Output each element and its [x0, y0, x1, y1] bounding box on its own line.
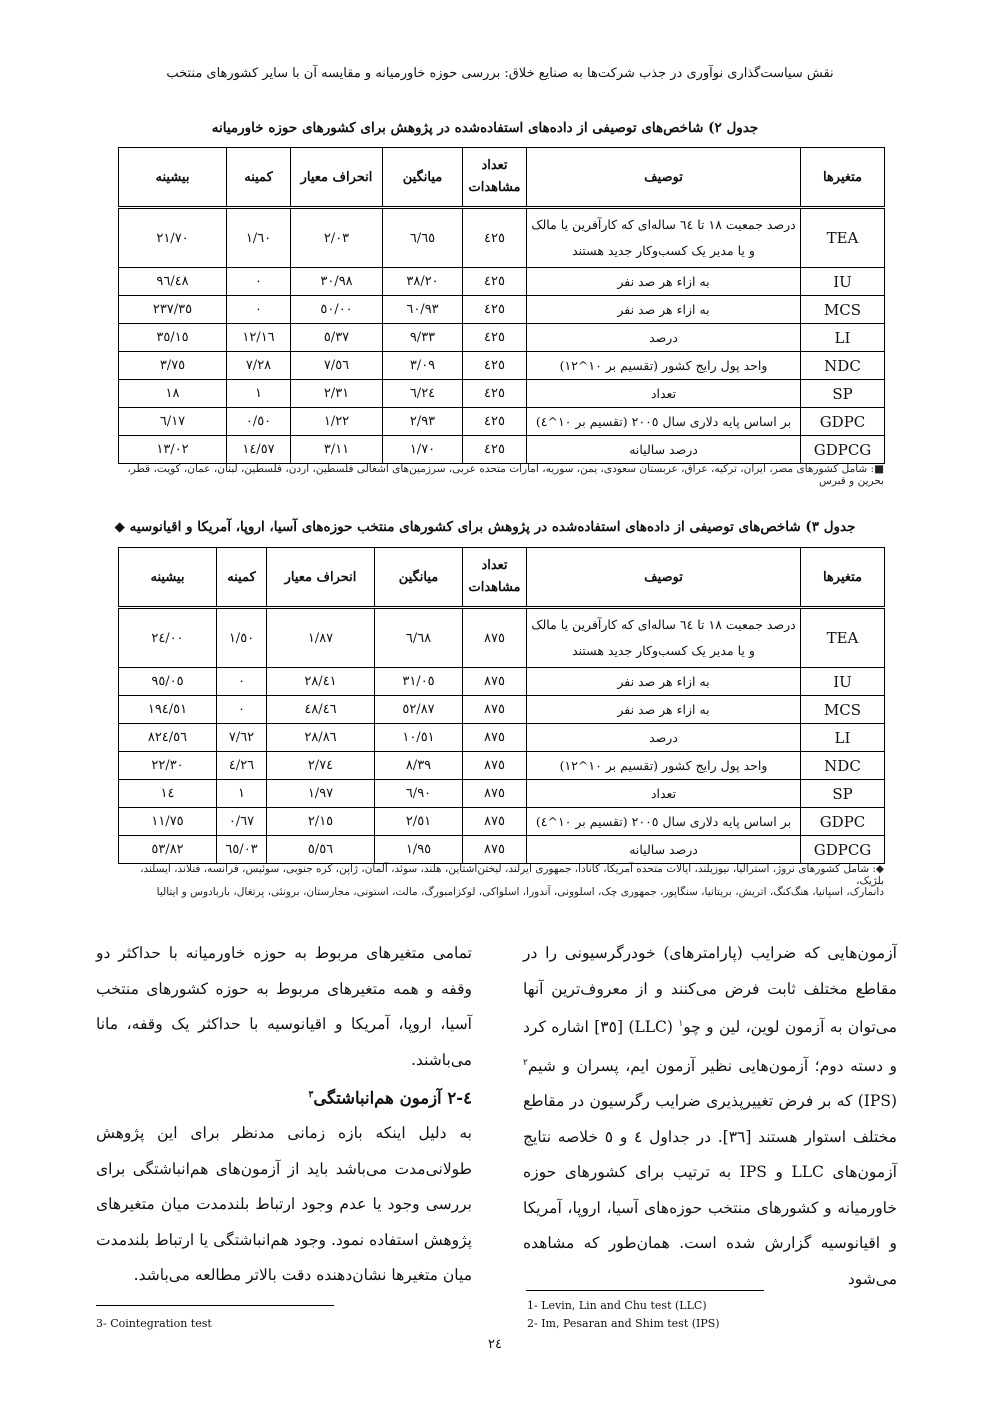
cell-min: ٠: [217, 668, 267, 696]
cell-desc: بر اساس پایه دلاری سال ٢٠٠٥ (تقسیم بر ١٠^٤): [527, 808, 801, 836]
cell-sd: ٣/١١: [291, 436, 383, 464]
col-header-min: کمینه: [217, 548, 267, 608]
table-row: [119, 408, 885, 436]
cell-max: ٣/٧٥: [119, 352, 227, 380]
col-header-observations: تعداد مشاهدات: [463, 548, 527, 608]
col-header-description: توصیف: [527, 148, 801, 208]
col-header-mean: میانگین: [375, 548, 463, 608]
paragraph: تمامی متغیرهای مربوط به حوزه خاورمیانه با حداکثر دو وقفه و همه متغیرهای مربوط به حوزه کشورهای منتخب آسیا، اروپا، آمریکا و اقیانوسیه با حداکثر یک وقفه، مانا می‌باشند.: [96, 944, 472, 1069]
table-row: [119, 752, 885, 780]
cell-obs: ٨٧٥: [463, 696, 527, 724]
cell-obs: ٨٧٥: [463, 724, 527, 752]
table-row: [119, 696, 885, 724]
left-column-text: [96, 936, 472, 1294]
table-row: [119, 324, 885, 352]
cell-var: GDPC: [801, 808, 885, 836]
cell-obs: ٤٢٥: [463, 352, 527, 380]
col-header-min: کمینه: [227, 148, 291, 208]
cell-mean: ٦/٦٥: [383, 208, 463, 268]
cell-sd: ٢/٠٣: [291, 208, 383, 268]
cell-desc: درصد سالیانه: [527, 436, 801, 464]
cell-desc: درصد سالیانه: [527, 836, 801, 864]
cell-mean: ١/٧٠: [383, 436, 463, 464]
cell-var: SP: [801, 780, 885, 808]
paragraph-part: آزمون‌هایی که ضرایب (پارامترهای) خودرگرسیونی را در مقاطع مختلف ثابت فرض می‌کنند و از معروف‌ترین آنها می‌توان به آزمون لوین، لین و چو: [523, 944, 898, 1037]
cell-max: ١٤: [119, 780, 217, 808]
cell-min: ١٤/٥٧: [227, 436, 291, 464]
cell-min: ١: [217, 780, 267, 808]
cell-min: ٧/٦٢: [217, 724, 267, 752]
cell-max: ٣٥/١٥: [119, 324, 227, 352]
table-row: [119, 380, 885, 408]
col-header-mean: میانگین: [383, 148, 463, 208]
table3-caption: جدول ۳) شاخص‌های توصیفی از داده‌های استفاده‌شده در پژوهش برای کشورهای منتخب حوزه‌های آسیا، اروپا، آمریکا و اقیانوسیه ◆: [114, 519, 856, 535]
cell-desc: درصد جمعیت ۱۸ تا ٦٤ ساله‌ای که کارآفرین یا مالک و یا مدیر یک کسب‌وکار جدید هستند: [527, 608, 801, 668]
table-row: [119, 724, 885, 752]
cell-var: MCS: [801, 696, 885, 724]
cell-min: ٠/٦٧: [217, 808, 267, 836]
col-header-max: بیشینه: [119, 548, 217, 608]
cell-var: LI: [801, 724, 885, 752]
cell-min: ٦٥/٠٣: [217, 836, 267, 864]
cell-min: ١/٦٠: [227, 208, 291, 268]
cell-max: ٢٣٧/٣٥: [119, 296, 227, 324]
cell-obs: ٤٢٥: [463, 268, 527, 296]
cell-mean: ٣١/٠٥: [375, 668, 463, 696]
footnote-rule-left: [96, 1305, 334, 1306]
cell-desc: تعداد: [527, 380, 801, 408]
table-row: [119, 352, 885, 380]
footnote-2: 2- Im, Pesaran and Shim test (IPS): [527, 1317, 720, 1330]
cell-mean: ١/٩٥: [375, 836, 463, 864]
cell-sd: ٣٠/٩٨: [291, 268, 383, 296]
cell-sd: ٥/٥٦: [267, 836, 375, 864]
cell-var: GDPCG: [801, 836, 885, 864]
cell-mean: ٣/٠٩: [383, 352, 463, 380]
cell-min: ١/٥٠: [217, 608, 267, 668]
cell-max: ١١/٧٥: [119, 808, 217, 836]
cell-mean: ١٠/٥١: [375, 724, 463, 752]
cell-obs: ٨٧٥: [463, 780, 527, 808]
cell-var: TEA: [801, 608, 885, 668]
footnote-1: 1- Levin, Lin and Chu test (LLC): [527, 1299, 707, 1312]
cell-var: GDPC: [801, 408, 885, 436]
cell-sd: ٢٨/٤١: [267, 668, 375, 696]
table3: [118, 547, 885, 864]
col-header-variables: متغیرها: [801, 148, 885, 208]
cell-max: ٢٤/٠٠: [119, 608, 217, 668]
cell-max: ١٣/٠٢: [119, 436, 227, 464]
table2: [118, 147, 885, 464]
cell-max: ٩٥/٠٥: [119, 668, 217, 696]
cell-sd: ١/٢٢: [291, 408, 383, 436]
cell-desc: تعداد: [527, 780, 801, 808]
cell-obs: ٤٢٥: [463, 408, 527, 436]
table-row: [119, 780, 885, 808]
cell-min: ٠: [227, 268, 291, 296]
cell-max: ٢٢/٣٠: [119, 752, 217, 780]
cell-desc: به ازاء هر صد نفر: [527, 696, 801, 724]
paragraph-part: (LLC) [٣٥] اشاره کرد و دسته دوم؛ آزمون‌هایی نظیر آزمون ایم، پسران و شیم: [523, 1018, 897, 1075]
cell-min: ٠: [217, 696, 267, 724]
cell-obs: ٤٢٥: [463, 380, 527, 408]
cell-obs: ٤٢٥: [463, 296, 527, 324]
cell-mean: ٥٢/٨٧: [375, 696, 463, 724]
cell-mean: ٦٠/٩٣: [383, 296, 463, 324]
cell-desc: درصد جمعیت ۱۸ تا ٦٤ ساله‌ای که کارآفرین یا مالک و یا مدیر یک کسب‌وکار جدید هستند: [527, 208, 801, 268]
cell-obs: ٤٢٥: [463, 324, 527, 352]
cell-max: ٦/١٧: [119, 408, 227, 436]
table-row: [119, 836, 885, 864]
cell-sd: ٥/٣٧: [291, 324, 383, 352]
cell-mean: ٢/٥١: [375, 808, 463, 836]
cell-obs: ٤٢٥: [463, 436, 527, 464]
footnote-3: 3- Cointegration test: [96, 1317, 212, 1330]
cell-max: ٢١/٧٠: [119, 208, 227, 268]
cell-desc: بر اساس پایه دلاری سال ٢٠٠٥ (تقسیم بر ١٠^٤): [527, 408, 801, 436]
footnote-ref-3[interactable]: ٣: [308, 1090, 314, 1100]
section-heading-text: ٤-٢ آزمون هم‌انباشتگی: [313, 1088, 472, 1108]
cell-max: ٨٢٤/٥٦: [119, 724, 217, 752]
cell-mean: ٦/٩٠: [375, 780, 463, 808]
table-row: [119, 296, 885, 324]
cell-desc: واحد پول رایج کشور (تقسیم بر ١٠^١٢): [527, 352, 801, 380]
right-column-text: [523, 936, 897, 1297]
running-head: نقش سیاست‌گذاری نوآوری در جذب شرکت‌ها به صنایع خلاق: بررسی حوزه خاورمیانه و مقایسه آن با سایر کشورهای منتخب: [166, 66, 834, 81]
cell-sd: ٥٠/٠٠: [291, 296, 383, 324]
cell-var: IU: [801, 668, 885, 696]
paragraph-part: (IPS) که بر فرض تغییرپذیری ضرایب رگرسیون در مقاطع مختلف استوار هستند [٣٦]. در جداول ٤ و ٥ خلاصه نتایج آزمون‌های LLC و IPS به ترتیب برای کشورهای حوزه خاورمیانه و کشورهای منتخب حوزه‌های آسیا، اروپا، آمریکا و اقیانوسیه گزارش شده است. همان‌طور که مشاهده می‌شود: [523, 1092, 897, 1288]
cell-var: NDC: [801, 352, 885, 380]
cell-mean: ٦/٢٤: [383, 380, 463, 408]
col-header-max: بیشینه: [119, 148, 227, 208]
cell-obs: ٨٧٥: [463, 668, 527, 696]
cell-min: ٤/٢٦: [217, 752, 267, 780]
cell-min: ١٢/١٦: [227, 324, 291, 352]
cell-mean: ٢/٩٣: [383, 408, 463, 436]
col-header-description: توصیف: [527, 548, 801, 608]
cell-min: ٠: [227, 296, 291, 324]
cell-var: MCS: [801, 296, 885, 324]
cell-min: ١: [227, 380, 291, 408]
cell-desc: به ازاء هر صد نفر: [527, 668, 801, 696]
cell-var: TEA: [801, 208, 885, 268]
cell-var: GDPCG: [801, 436, 885, 464]
table-row: [119, 608, 885, 668]
cell-sd: ٢/١٥: [267, 808, 375, 836]
cell-sd: ٤٨/٤٦: [267, 696, 375, 724]
cell-desc: واحد پول رایج کشور (تقسیم بر ١٠^١٢): [527, 752, 801, 780]
cell-obs: ٨٧٥: [463, 752, 527, 780]
cell-max: ١٨: [119, 380, 227, 408]
cell-var: LI: [801, 324, 885, 352]
cell-desc: درصد: [527, 724, 801, 752]
cell-var: NDC: [801, 752, 885, 780]
table-row: [119, 808, 885, 836]
footnote-ref-1[interactable]: ١: [678, 1019, 684, 1029]
cell-obs: ٤٢٥: [463, 208, 527, 268]
col-header-variables: متغیرها: [801, 548, 885, 608]
cell-obs: ٨٧٥: [463, 608, 527, 668]
table3-note-line2: دانمارک، اسپانیا، هنگ‌کنگ، اتریش، بریتانیا، سنگاپور، جمهوری چک، اسلوونی، آندورا، اسلواکی، لوکزامبورگ، مالت، استونی، مجارستان، برونئی، پرتغال، باربادوس و ایتالیا: [156, 886, 884, 898]
table-row: [119, 268, 885, 296]
cell-var: IU: [801, 268, 885, 296]
page-number: ٢٤: [488, 1337, 502, 1352]
cell-mean: ٩/٣٣: [383, 324, 463, 352]
col-header-sd: انحراف معیار: [267, 548, 375, 608]
cell-obs: ٨٧٥: [463, 836, 527, 864]
paragraph: به دلیل اینکه بازه زمانی مدنظر برای این پژوهش طولانی‌مدت می‌باشد باید از آزمون‌های هم‌انباشتگی برای بررسی وجود یا عدم وجود ارتباط بلندمدت میان متغیرهای پژوهش استفاده نمود. وجود هم‌انباشتگی یا ارتباط بلندمدت میان متغیرها نشان‌دهنده دقت بالاتر مطالعه می‌باشد.: [96, 1124, 472, 1284]
cell-desc: به ازاء هر صد نفر: [527, 296, 801, 324]
cell-sd: ٢٨/٨٦: [267, 724, 375, 752]
cell-var: SP: [801, 380, 885, 408]
cell-max: ٩٦/٤٨: [119, 268, 227, 296]
cell-desc: به ازاء هر صد نفر: [527, 268, 801, 296]
footnote-ref-2[interactable]: ٢: [523, 1057, 528, 1068]
cell-obs: ٨٧٥: [463, 808, 527, 836]
table-row: [119, 668, 885, 696]
cell-sd: ٢/٧٤: [267, 752, 375, 780]
col-header-sd: انحراف معیار: [291, 148, 383, 208]
footnote-rule-right: [526, 1290, 764, 1291]
cell-sd: ١/٨٧: [267, 608, 375, 668]
table3-note-line1: ◆: شامل کشورهای نروژ، استرالیا، نیوزیلند، ایالات متحده آمریکا، کانادا، جمهوری ایرلند، لیختن‌اشتاین، هلند، سوئد، آلمان، ژاپن، کره جنوبی، سوئیس، فرانسه، فنلاند، ایسلند، بلژیک،: [140, 863, 884, 887]
cell-max: ١٩٤/٥١: [119, 696, 217, 724]
cell-sd: ٧/٥٦: [291, 352, 383, 380]
cell-desc: درصد: [527, 324, 801, 352]
section-heading: [96, 1078, 472, 1116]
cell-min: ٧/٢٨: [227, 352, 291, 380]
cell-sd: ٢/٣١: [291, 380, 383, 408]
cell-mean: ٦/٦٨: [375, 608, 463, 668]
table2-caption: جدول ۲) شاخص‌های توصیفی از داده‌های استفاده‌شده در پژوهش برای کشورهای حوزه خاورمیانه: [211, 120, 759, 136]
cell-max: ٥٣/٨٢: [119, 836, 217, 864]
table-row: [119, 436, 885, 464]
cell-mean: ٨/٣٩: [375, 752, 463, 780]
cell-sd: ١/٩٧: [267, 780, 375, 808]
table-row: [119, 208, 885, 268]
table2-note: ■: شامل کشورهای مصر، ایران، ترکیه، عراق، عربستان سعودی، یمن، سوریه، امارات متحده عربی، سرزمین‌های اشغالی فلسطین، اردن، فلسطین، لبنان، عمان، کویت، قطر، بحرین و قبرس: [127, 463, 884, 487]
cell-min: ٠/٥٠: [227, 408, 291, 436]
col-header-observations: تعداد مشاهدات: [463, 148, 527, 208]
cell-mean: ٣٨/٢٠: [383, 268, 463, 296]
